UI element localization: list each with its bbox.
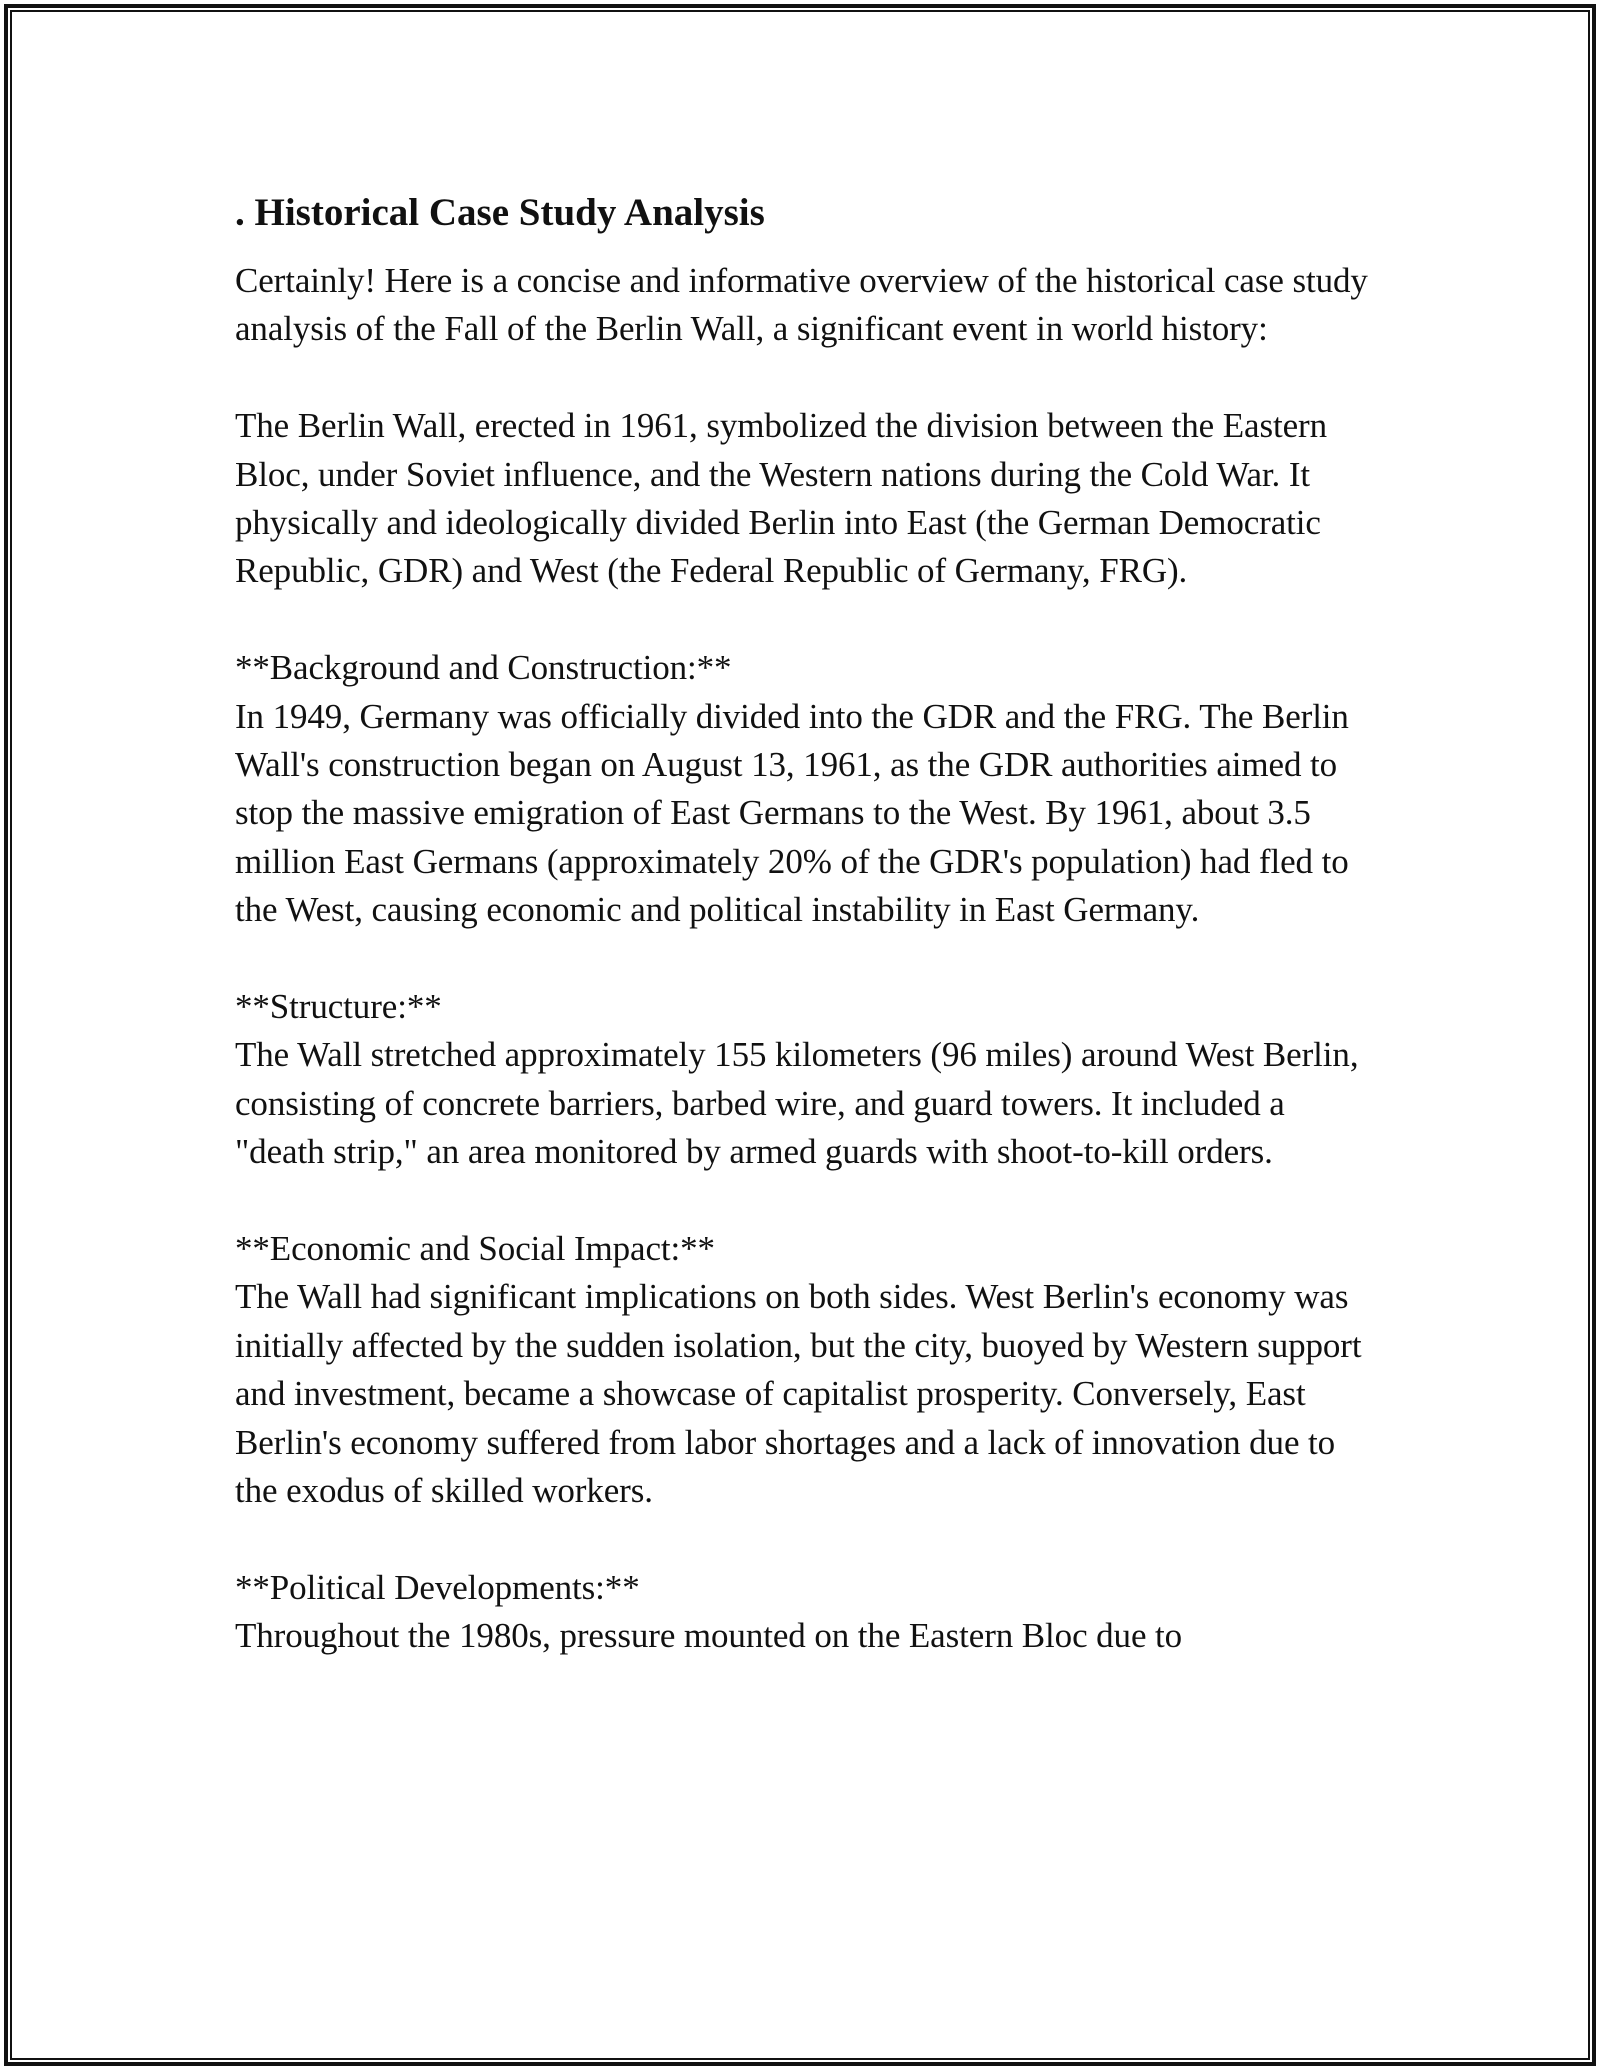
paragraph-text: Throughout the 1980s, pressure mounted on the Eastern Bloc due to	[235, 1616, 1183, 1656]
intro-paragraph	[235, 257, 1375, 354]
political-section	[235, 1564, 1375, 1661]
overview-paragraph	[235, 402, 1375, 596]
page-title: . Historical Case Study Analysis	[235, 191, 765, 234]
paragraph-text: The Wall had significant implications on both sides. West Berlin's economy was initially affected by the sudden isolation, but the city, buoyed by Western support and investment, became a showcase of capitalist prosperity. Conversely, East Berlin's economy suffered from labor shortages and a lack of innovation due to the exodus of skilled workers.	[235, 1277, 1362, 1511]
paragraph-text: In 1949, Germany was officially divided into the GDR and the FRG. The Berlin Wall's construction began on August 13, 1961, as the GDR authorities aimed to stop the massive emigration of East Germans to the West. By 1961, about 3.5 million East Germans (approximately 20% of the GDR's population) had fled to the West, causing economic and political instability in East Germany.	[235, 696, 1349, 930]
background-section	[235, 644, 1375, 934]
section-heading: **Political Developments:**	[235, 1567, 640, 1607]
impact-section	[235, 1225, 1375, 1515]
paragraph-text: Certainly! Here is a concise and informative overview of the historical case study analysis of the Fall of the Berlin Wall, a significant event in world history:	[235, 261, 1368, 349]
document-body	[235, 185, 1375, 1661]
section-heading: **Economic and Social Impact:**	[235, 1229, 715, 1269]
paragraph-text: The Wall stretched approximately 155 kilometers (96 miles) around West Berlin, consisting of concrete barriers, barbed wire, and guard towers. It included a "death strip," an area monitored by armed guards with shoot-to-kill orders.	[235, 1035, 1359, 1172]
section-heading: **Background and Construction:**	[235, 648, 732, 688]
paragraph-text: The Berlin Wall, erected in 1961, symbolized the division between the Eastern Bloc, under Soviet influence, and the Western nations during the Cold War. It physically and ideologically divided Berlin into East (the German Democratic Republic, GDR) and West (the Federal Republic of Germany, FRG).	[235, 406, 1327, 591]
structure-section	[235, 983, 1375, 1177]
section-heading: **Structure:**	[235, 987, 442, 1027]
